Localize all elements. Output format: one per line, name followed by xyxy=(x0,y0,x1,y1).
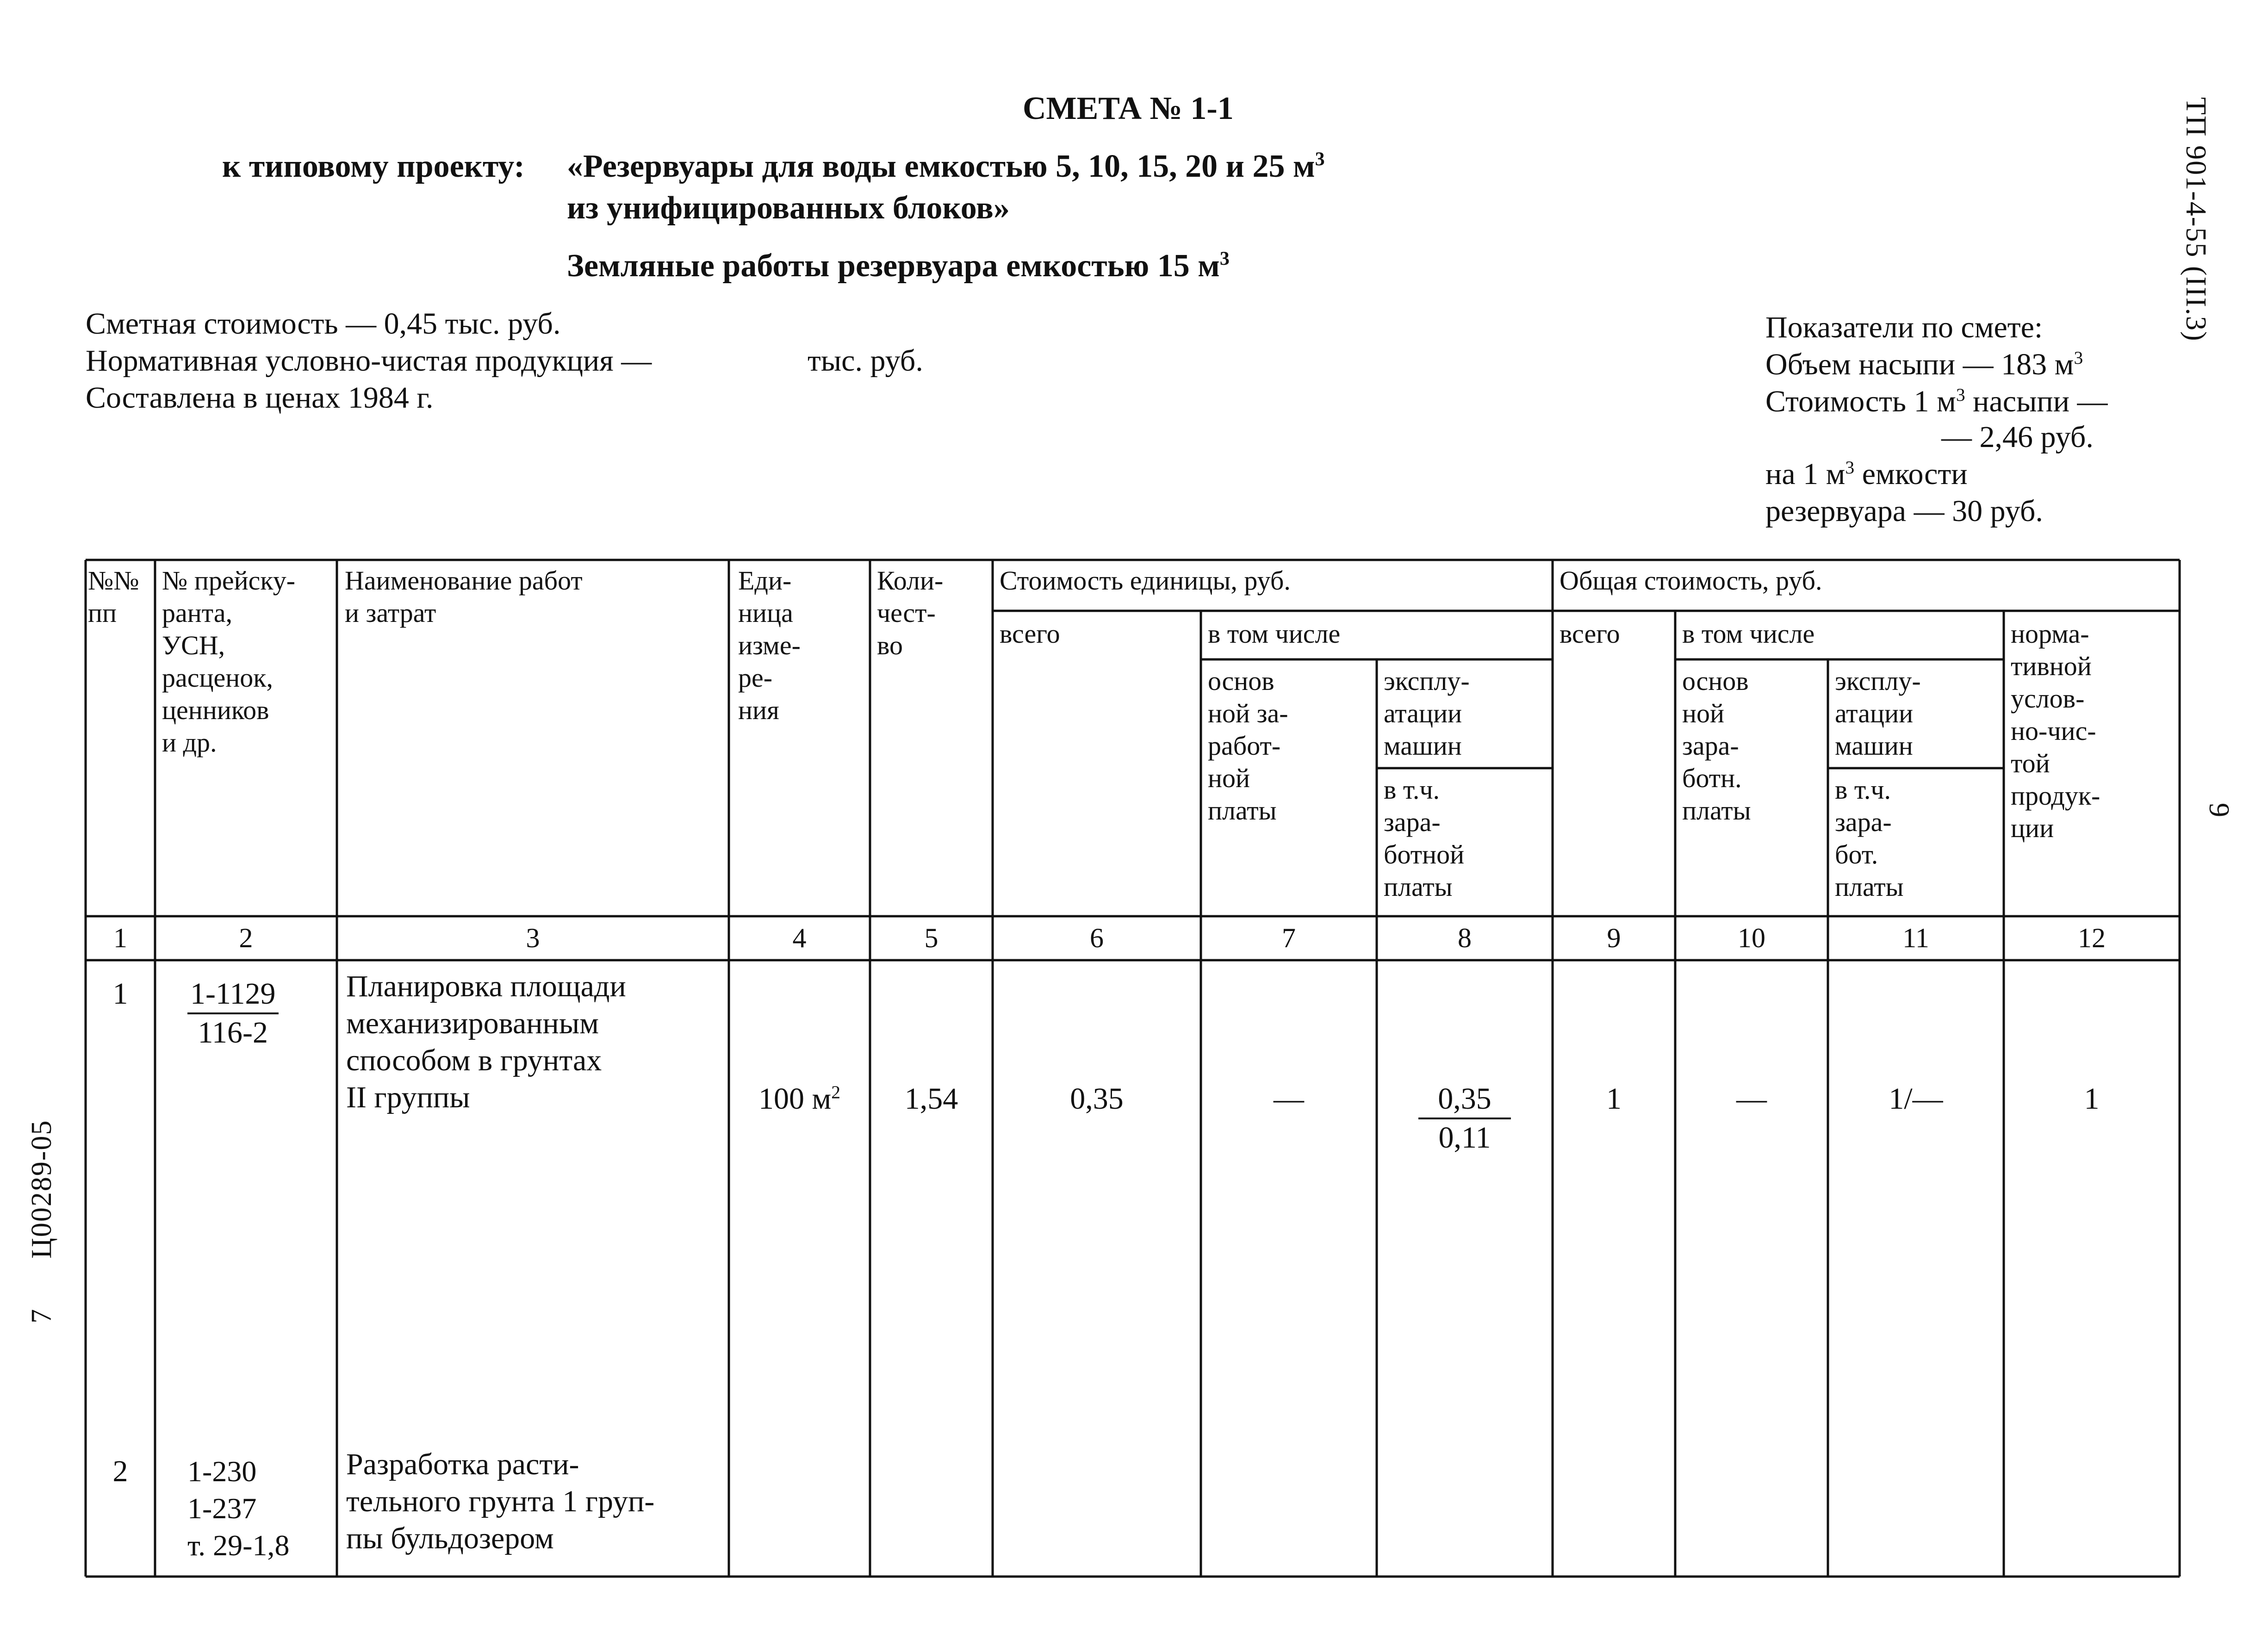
row1-number: 1 xyxy=(112,977,128,1011)
row1-unit-wage: — xyxy=(1274,1082,1304,1116)
col-number: 8 xyxy=(1458,923,1472,953)
col-number: 6 xyxy=(1090,923,1104,953)
header-total-all: всего xyxy=(1560,619,1620,649)
page-number-left: 7 xyxy=(26,1308,57,1323)
col-number: 2 xyxy=(239,923,253,953)
row1-unit-total: 0,35 xyxy=(1070,1082,1124,1116)
row1-unit-machine-top: 0,35 xyxy=(1418,1080,1511,1119)
header-unit-cost: Стоимость единицы, руб. xyxy=(1000,565,1291,596)
row1-normative: 1 xyxy=(2084,1082,2100,1116)
col-number: 4 xyxy=(792,923,807,953)
row1-price-reference xyxy=(187,975,279,1051)
header-unit-including: в том числе xyxy=(1208,619,1341,649)
doc-code-right: ТП 901-4-55 (III.3) xyxy=(2180,97,2212,342)
normative-production: Нормативная условно-чистая продукция — xyxy=(86,344,652,378)
subtitle-prefix: к типовому проекту: xyxy=(222,149,525,184)
row2-number: 2 xyxy=(112,1454,128,1488)
header-unit-total: всего xyxy=(1000,619,1060,649)
row1-total-machine: 1/— xyxy=(1889,1082,1943,1116)
header-normative-production: норма- тивной услов- но-чис- той продук- ции xyxy=(2011,619,2100,843)
header-work-name: Наименование работ и затрат xyxy=(345,565,583,628)
header-total-wage: основ ной зара- ботн. платы xyxy=(1682,666,1751,826)
per-capacity: на 1 $м^3$ емкости xyxy=(1765,457,1968,491)
header-price-reference: № прейску- ранта, УСН, расценок, ценников и др. xyxy=(162,565,296,758)
header-unit-machine-wage: в т.ч. зара- ботной платы xyxy=(1384,775,1465,902)
header-total-cost: Общая стоимость, руб. xyxy=(1560,565,1822,596)
header-row-number: №№ пп xyxy=(88,565,139,628)
header-total-machine-wage: в т.ч. зара- бот. платы xyxy=(1835,775,1904,902)
header-unit-machine: эксплу- атации машин xyxy=(1384,666,1470,761)
subtitle-line2: из унифицированных блоков» xyxy=(567,190,1010,226)
row2-work-name: Разработка расти- тельного грунта 1 груп- пы бульдозером xyxy=(346,1447,655,1555)
row1-quantity: 1,54 xyxy=(904,1082,958,1116)
row2-price-reference: 1-230 1-237 т. 29-1,8 xyxy=(187,1455,290,1562)
row1-total-wage: — xyxy=(1736,1082,1767,1116)
page-number-right: 9 xyxy=(2203,803,2235,818)
row1-unit-machine-bottom: 0,11 xyxy=(1438,1121,1491,1155)
col-number: 10 xyxy=(1738,923,1765,953)
section-title: Земляные работы резервуара емкостью 15 $м^3$ xyxy=(567,248,1230,284)
col-number: 7 xyxy=(1282,923,1296,953)
col-number: 11 xyxy=(1902,923,1929,953)
header-quantity: Коли- чест- во xyxy=(877,565,944,660)
row1-total: 1 xyxy=(1606,1082,1622,1116)
normative-production-unit: тыс. руб. xyxy=(808,344,923,378)
row1-unit: 100 $м^2$ xyxy=(758,1082,841,1116)
header-total-including: в том числе xyxy=(1682,619,1815,649)
col-number: 9 xyxy=(1607,923,1621,953)
doc-title: СМЕТА № 1-1 xyxy=(1023,91,1234,126)
estimated-cost: Сметная стоимость — 0,45 тыс. руб. xyxy=(86,307,561,341)
row1-unit-machine xyxy=(1418,1080,1511,1156)
row1-code-top: 1-1129 xyxy=(187,975,279,1014)
header-total-machine: эксплу- атации машин xyxy=(1835,666,1921,761)
header-unit-wage: основ ной за- работ- ной платы xyxy=(1208,666,1288,826)
fill-cost-value: — 2,46 руб. xyxy=(1941,420,2094,454)
per-capacity-value: резервуара — 30 руб. xyxy=(1765,494,2043,528)
fill-volume: Объем насыпи — 183 $м^3$ xyxy=(1765,348,2083,381)
header-unit: Еди- ница изме- ре- ния xyxy=(738,565,801,725)
row1-code-bottom: 116-2 xyxy=(198,1016,268,1049)
fill-cost: Стоимость 1 $м^3$ насыпи — xyxy=(1765,385,2108,418)
doc-code-left: Ц00289-05 xyxy=(26,1119,57,1259)
col-number: 12 xyxy=(2078,923,2106,953)
col-number: 3 xyxy=(526,923,540,953)
col-number: 5 xyxy=(924,923,938,953)
price-basis: Составлена в ценах 1984 г. xyxy=(86,381,434,415)
col-number: 1 xyxy=(113,923,127,953)
subtitle-line1: «Резервуары для воды емкостью 5, 10, 15, 20 и 25 $м^3$ xyxy=(567,149,1325,184)
row1-work-name: Планировка площади механизированным способом в грунтах II группы xyxy=(346,969,626,1114)
indicators-heading: Показатели по смете: xyxy=(1765,310,2043,344)
